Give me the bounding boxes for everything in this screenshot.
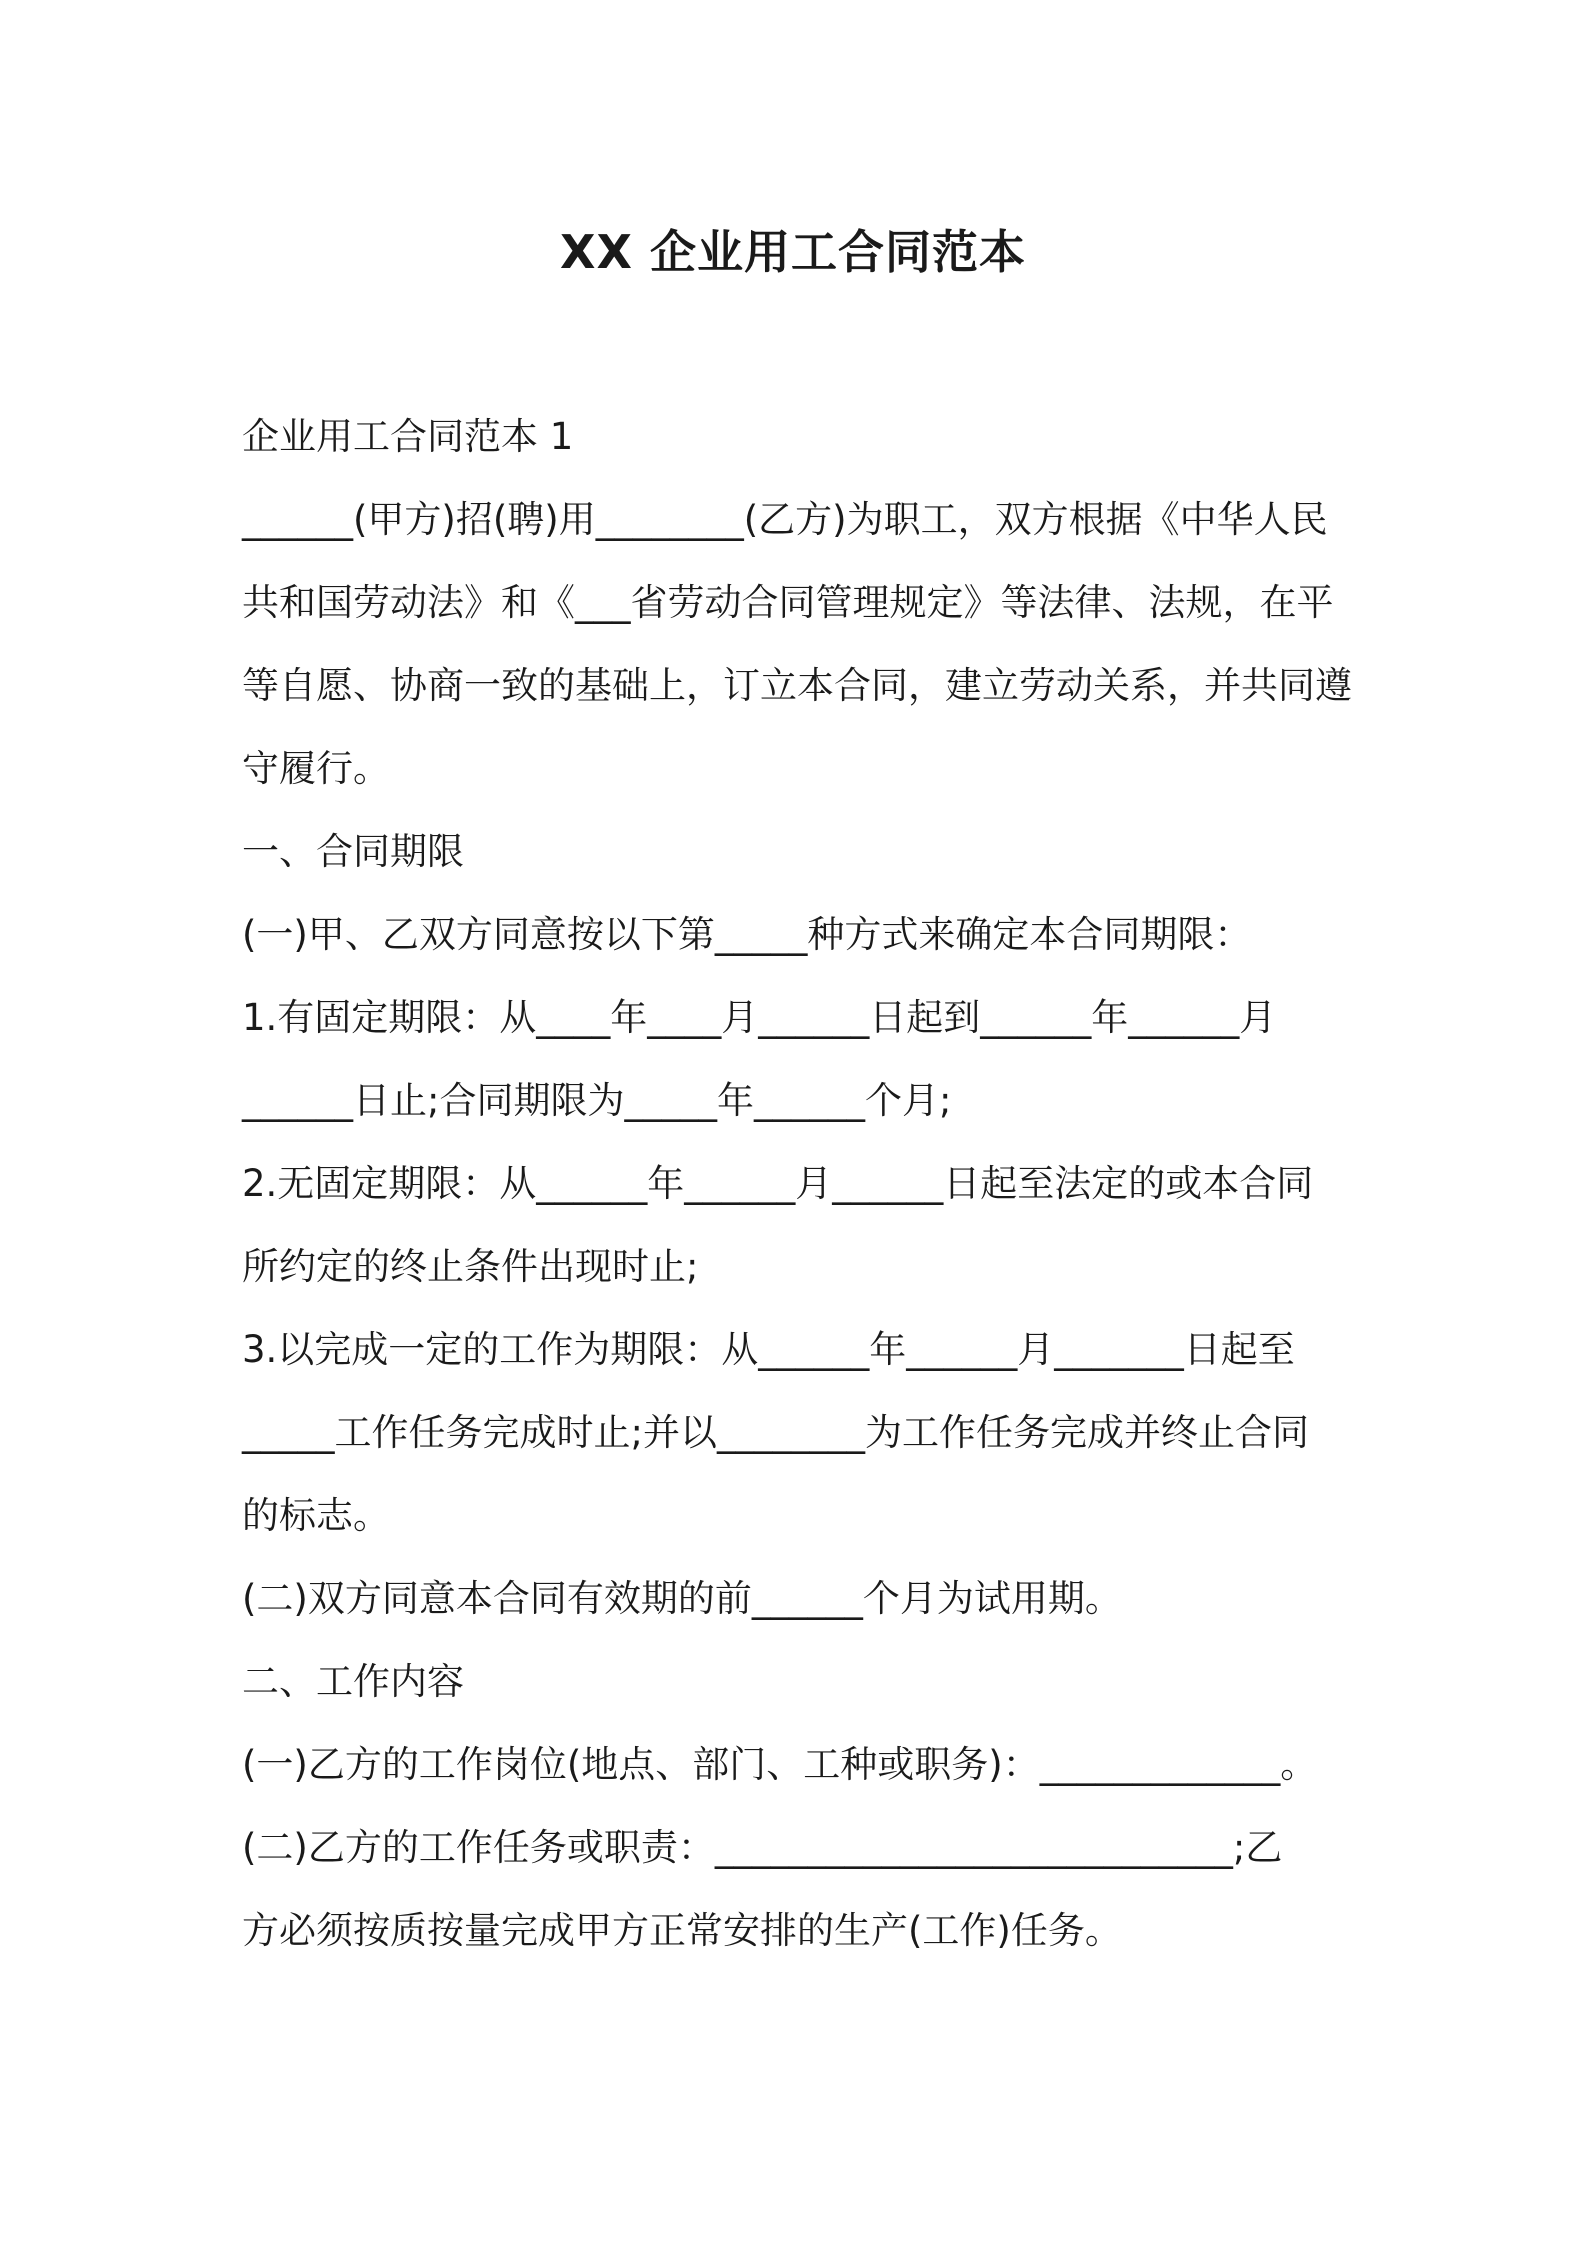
paragraph-line: 所约定的终止条件出现时止; bbox=[242, 1245, 699, 1288]
paragraph-line: (二)双方同意本合同有效期的前______个月为试用期。 bbox=[242, 1577, 1122, 1620]
paragraph-line: (一)甲、乙双方同意按以下第_____种方式来确定本合同期限： bbox=[242, 913, 1252, 956]
paragraph-line: 1.有固定期限：从____年____月______日起到______年______月 bbox=[242, 996, 1277, 1039]
paragraph-line: 2.无固定期限：从______年______月______日起至法定的或本合同 bbox=[242, 1162, 1314, 1205]
paragraph-line: 守履行。 bbox=[242, 747, 390, 790]
paragraph-line: 方必须按质按量完成甲方正常安排的生产(工作)任务。 bbox=[242, 1909, 1122, 1952]
paragraph-line: (一)乙方的工作岗位(地点、部门、工种或职务)：_____________。 bbox=[242, 1743, 1318, 1786]
section-heading: 二、工作内容 bbox=[242, 1660, 464, 1703]
paragraph-line: 等自愿、协商一致的基础上，订立本合同，建立劳动关系，并共同遵 bbox=[242, 664, 1352, 707]
paragraph-line: ______(甲方)招(聘)用________(乙方)为职工，双方根据《中华人民 bbox=[242, 498, 1328, 541]
section-heading: 企业用工合同范本 1 bbox=[242, 415, 574, 458]
paragraph-line: 共和国劳动法》和《___省劳动合同管理规定》等法律、法规，在平 bbox=[242, 581, 1334, 624]
document-title: XX 企业用工合同范本 bbox=[560, 225, 1026, 279]
paragraph-line: _____工作任务完成时止;并以________为工作任务完成并终止合同 bbox=[242, 1411, 1309, 1454]
paragraph-line: 3.以完成一定的工作为期限：从______年______月_______日起至 bbox=[242, 1328, 1295, 1371]
paragraph-line: (二)乙方的工作任务或职责：____________________________;乙 bbox=[242, 1826, 1283, 1869]
document-body bbox=[242, 412, 1352, 1989]
section-heading: 一、合同期限 bbox=[242, 830, 464, 873]
paragraph-line: ______日止;合同期限为_____年______个月; bbox=[242, 1079, 952, 1122]
paragraph-line: 的标志。 bbox=[242, 1494, 390, 1537]
